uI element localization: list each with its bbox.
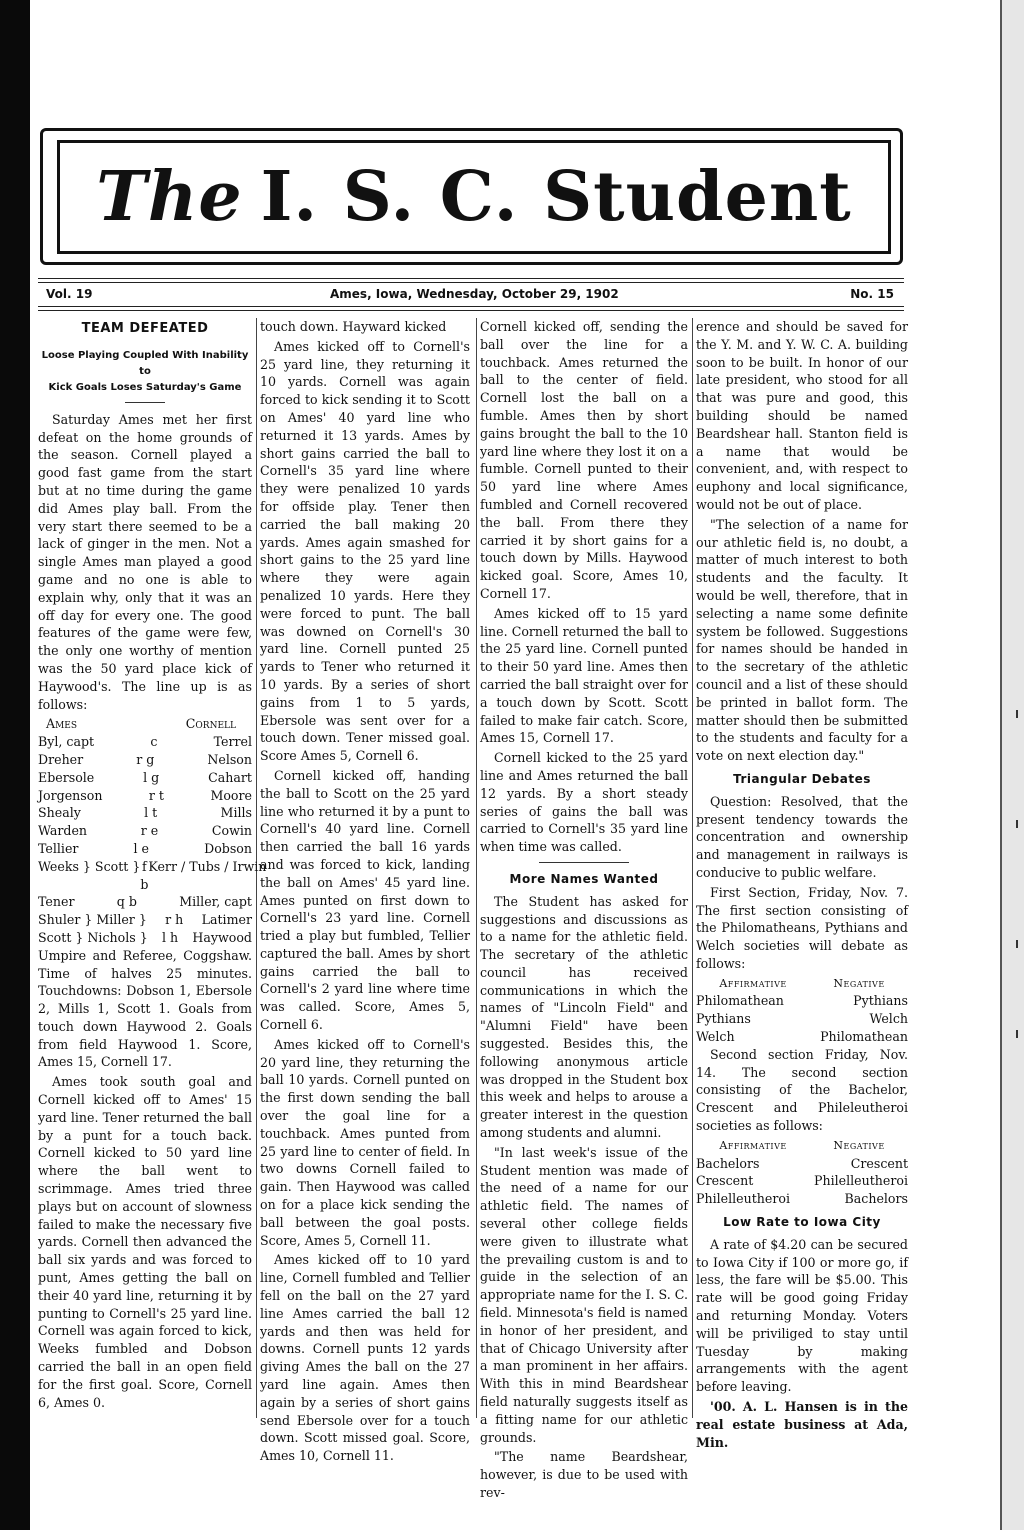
dateline-rule-top <box>38 278 904 279</box>
lineup-position: l t <box>144 805 158 821</box>
lineup-row <box>38 911 252 929</box>
column-rule <box>692 318 693 1418</box>
lineup-row <box>38 929 252 947</box>
affirmative-label: Affirmative <box>719 1138 787 1152</box>
lineup-row <box>38 804 252 822</box>
column-1 <box>38 318 267 1413</box>
debate-header <box>696 975 908 993</box>
article-paragraph: Umpire and Referee, Coggshaw. Time of halves 25 minutes. Touchdowns: Dobson 1, Ebersole 2, Mills 1, Scott 1. Goals from touch down Haywood 2. Goals from field Haywood 1. Score, Ames 15, Cornell 17. <box>38 947 252 1070</box>
lineup-cornell-player: Miller, capt <box>179 894 252 910</box>
article-paragraph: Ames took south goal and Cornell kicked off to Ames' 15 yard line. Tener returned the ball by a punt for a touch back. Cornell kicked to 50 yard line where the ball went to scrimmage. Ames tried three plays but on account of slowness failed to make the necessary five yards. Cornell then advanced the ball six yards and was forced to punt, Ames getting the ball on their 40 yard line, returning it by punting to Cornell's 25 yard line. Cornell was again forced to kick, Weeks fumbled and Dobson carried the ball in an open field for the first goal. Score, Cornell 6, Ames 0. <box>38 1074 252 1410</box>
lineup-position: l h <box>161 929 179 945</box>
debate-negative: Philelleutheroi <box>814 1173 908 1189</box>
article-paragraph: Cornell kicked off, handing the ball to Scott on the 25 yard line who returned it by a punt to Cornell's 40 yard line. Cornell then carried the ball 16 yards and was forced to kick, landing the ball on Ames' 45 yard line. Ames punted on first down to Cornell's 23 yard line. Cornell tried a play but fumbled, Tellier captured the ball. Ames by short gains carried the ball to Cornell's 2 yard line where time was called. Score, Ames 5, Cornell 6. <box>260 767 470 1033</box>
volume-label: Vol. 19 <box>46 287 93 301</box>
dateline-rule-bottom-2 <box>38 310 904 311</box>
lineup-ames-player: Scott } Nichols } <box>38 929 148 945</box>
edge-mark <box>1016 710 1018 718</box>
debate-row <box>696 992 908 1010</box>
lineup-row <box>38 893 252 911</box>
lineup-header-cornell: Cornell <box>185 716 236 732</box>
debate-negative: Bachelors <box>844 1191 908 1207</box>
negative-label: Negative <box>833 976 885 990</box>
right-page-edge <box>1000 0 1024 1530</box>
lineup-ames-player: Byl, capt <box>38 734 95 750</box>
headline-divider <box>125 402 165 403</box>
subheadline <box>38 348 252 396</box>
lineup-position: l g <box>143 769 160 785</box>
debate-row <box>696 1010 908 1028</box>
debate-affirmative: Crescent <box>696 1173 754 1189</box>
lineup-ames-player: Shealy <box>38 805 81 821</box>
article-paragraph: touch down. Hayward kicked <box>260 319 447 334</box>
debate-row <box>696 1028 908 1046</box>
lineup-row <box>38 787 252 805</box>
column-4 <box>696 318 908 1453</box>
article-paragraph: Cornell kicked off, sending the ball over the line for a touchback. Ames returned the ball to the center of field. Cornell lost the ball on a fumble. Ames then by short gains brought the ball to the 10 yard line where they lost it on a fumble. Cornell punted to their 50 yard line where Ames fumbled and Cornell recovered the ball. From there they carried it by short gains for a touch down by Mills. Haywood kicked goal. Score, Ames 10, Cornell 17. <box>480 319 688 601</box>
article-paragraph: Saturday Ames met her first defeat on the home grounds of the season. Cornell played a good fast game from the start but at no time during the game did Ames play ball. From the very start there seemed to be a lack of ginger in the men. Not a single Ames man played a good game and no one is able to explain why, only that it was an off day for every one. The good features of the game were few, the only one worthy of mention was the 50 yard place kick of Haywood's. The line up is as follows: <box>38 411 252 712</box>
issue-number: No. 15 <box>850 287 894 301</box>
debate-affirmative: Welch <box>696 1029 735 1045</box>
lineup-cornell-player: Nelson <box>207 751 252 767</box>
lineup-cornell-player: Dobson <box>204 840 252 856</box>
debate-negative: Crescent <box>850 1155 908 1171</box>
headline-low-rate: Low Rate to Iowa City <box>723 1215 881 1230</box>
edge-mark <box>1016 940 1018 948</box>
lineup-header <box>46 715 236 733</box>
article-paragraph: Question: Resolved, that the present tendency towards the concentration and ownership and management in railways is conducive to public welfare. <box>696 793 908 880</box>
lineup-ames-player: Weeks } Scott } <box>38 858 141 874</box>
article-paragraph: "In last week's issue of the Student mention was made of the need of a name for our athletic field. The names of several other college fields were given to illustrate what the prevailing custom is and to guide in the selection of an appropriate name for the I. S. C. field. Minnesota's field is named in honor of her president, and that of Chicago University after a man prominent in her affairs. With this in mind Beardshear field naturally suggests itself as a fitting name for our athletic grounds. <box>480 1144 688 1445</box>
place-date: Ames, Iowa, Wednesday, October 29, 1902 <box>330 287 619 301</box>
article-paragraph: Ames kicked off to 15 yard line. Cornell returned the ball to the 25 yard line. Cornell punted to their 50 yard line. Ames then carried the ball straight over for a touch down by Scott. Scott failed to make fair catch. Score, Ames 15, Cornell 17. <box>480 605 688 746</box>
article-paragraph: The Student has asked for suggestions and discussions as to a name for the athletic field. The secretary of the athletic council has received communications in which the names of "Lincoln Field" and "Alumni Field" have been suggested. Besides this, the following anonymous article was dropped in the Student box this week and helps to arouse a greater interest in the question among students and alumni. <box>480 893 688 1141</box>
article-paragraph: Ames kicked off to Cornell's 25 yard line, they returning it 10 yards. Cornell was again forced to kick sending it to Scott on Ames' 40 yard line who returned it 13 yards. Ames by short gains carried the ball to Cornell's 35 yard line where they were penalized 10 yards for offside play. Tener then carried the ball making 20 yards. Ames again smashed for short gains to the 25 yard line where they were again penalized 10 yards. Here they were forced to punt. The ball was downed on Cornell's 30 yard line. Cornell punted 25 yards to Tener who returned it 10 yards. By a series of short gains from 1 to 5 yards, Ebersole was sent over for a touch down. Tener missed goal. Score Ames 5, Cornell 6. <box>260 338 470 764</box>
lineup-row <box>38 733 252 751</box>
lineup-cornell-player: Kerr / Tubs / Irwin <box>148 858 267 874</box>
lineup-position: c <box>150 734 158 750</box>
column-2 <box>260 318 470 1467</box>
subheadline-line-2: Kick Goals Loses Saturday's Game <box>48 381 242 393</box>
article-paragraph: '00. A. L. Hansen is in the real estate business at Ada, Min. <box>696 1399 908 1450</box>
edge-mark <box>1016 1030 1018 1038</box>
article-paragraph: Cornell kicked to the 25 yard line and Ames returned the ball 12 yards. By a short steady series of gains the ball was carried to Cornell's 35 yard line when time was called. <box>480 750 688 855</box>
debate-table-2 <box>696 1155 908 1208</box>
lineup-cornell-player: Cowin <box>211 823 252 839</box>
lineup-position: r t <box>148 787 164 803</box>
headline-team-defeated: TEAM DEFEATED <box>81 321 209 336</box>
left-page-edge <box>0 0 30 1530</box>
subheadline-line-1: Loose Playing Coupled With Inability to <box>41 349 249 377</box>
dateline <box>40 285 904 305</box>
lineup-row <box>38 858 267 894</box>
article-paragraph: "The selection of a name for our athletic field is, no doubt, a matter of much interest to both students and the faculty. It would be well, therefore, that in selecting a name some definite system be followed. Suggestions for names should be handed in to the secretary of the athletic council and a list of these should be printed in ballot form. The matter should then be submitted to the students and faculty for a vote on next election day." <box>696 516 908 764</box>
lineup-row <box>38 822 252 840</box>
lineup-cornell-player: Latimer <box>201 912 252 928</box>
debate-row <box>696 1190 908 1208</box>
negative-label: Negative <box>833 1138 885 1152</box>
lineup-ames-player: Jorgenson <box>38 787 103 803</box>
lineup-position: f b <box>140 858 149 892</box>
lineup-cornell-player: Terrel <box>213 734 252 750</box>
debate-affirmative: Philomathean <box>696 993 784 1009</box>
edge-mark <box>1016 820 1018 828</box>
lineup-cornell-player: Cahart <box>208 769 252 785</box>
debate-affirmative: Pythians <box>696 1011 751 1027</box>
lineup-position: r g <box>136 751 155 767</box>
masthead-name: I. S. C. Student <box>260 157 852 237</box>
article-paragraph: First Section, Friday, Nov. 7. The first section consisting of the Philomatheans, Pythians and Welch societies will debate as follows: <box>696 884 908 971</box>
lineup-position: q b <box>116 894 137 910</box>
debate-row <box>696 1172 908 1190</box>
lineup-ames-player: Tener <box>38 894 75 910</box>
lineup-ames-player: Tellier <box>38 840 79 856</box>
debate-negative: Welch <box>869 1011 908 1027</box>
lineup-row <box>38 840 252 858</box>
article-paragraph: erence and should be saved for the Y. M. and Y. W. C. A. building soon to be built. In honor of our late president, who stood for all that was pure and good, this building should be named Beardshear hall. Stanton field is a name that would be convenient, and, with respect to euphony and local significance, would not be out of place. <box>696 319 908 512</box>
lineup-ames-player: Warden <box>38 823 88 839</box>
lineup-ames-player: Ebersole <box>38 769 95 785</box>
headline-triangular-debates: Triangular Debates <box>733 771 871 786</box>
dateline-rule-bottom <box>38 306 904 307</box>
masthead-title <box>57 140 891 254</box>
article-paragraph: A rate of $4.20 can be secured to Iowa City if 100 or more go, if less, the fare will be $5.00. This rate will be good going Friday and returning Monday. Voters will be priviliged to stay until Tuesday by making arrangements with the agent before leaving. <box>696 1236 908 1395</box>
lineup-table <box>38 733 267 947</box>
debate-affirmative: Bachelors <box>696 1155 760 1171</box>
debate-negative: Pythians <box>853 993 908 1009</box>
masthead-the: The <box>96 157 243 237</box>
lineup-position: r h <box>165 912 184 928</box>
lineup-row <box>38 769 252 787</box>
affirmative-label: Affirmative <box>719 976 787 990</box>
lineup-cornell-player: Haywood <box>192 929 252 945</box>
lineup-header-ames: Ames <box>46 716 78 732</box>
lineup-position: l e <box>133 840 149 856</box>
lineup-position: r e <box>140 823 159 839</box>
debate-negative: Philomathean <box>820 1029 908 1045</box>
column-rule <box>476 318 477 1418</box>
column-3 <box>480 318 688 1504</box>
lineup-ames-player: Shuler } Miller } <box>38 912 147 928</box>
debate-header <box>696 1137 908 1155</box>
article-paragraph: "The name Beardshear, however, is due to be used with rev- <box>480 1449 688 1500</box>
article-divider <box>539 862 629 863</box>
article-paragraph: Second section Friday, Nov. 14. The second section consisting of the Bachelor, Crescent and Phileleutheroi societies as follows: <box>696 1046 908 1134</box>
article-paragraph: Ames kicked off to 10 yard line, Cornell fumbled and Tellier fell on the ball on the 27 yard line Ames carried the ball 12 yards and then was held for downs. Cornell punts 12 yards giving Ames the ball on the 27 yard line again. Ames then again by a series of short gains send Ebersole over for a touch down. Scott missed goal. Score, Ames 10, Cornell 11. <box>260 1252 470 1464</box>
debate-table-1 <box>696 992 908 1045</box>
lineup-ames-player: Dreher <box>38 751 84 767</box>
lineup-row <box>38 751 252 769</box>
lineup-cornell-player: Moore <box>210 787 252 803</box>
dateline-rule-top-2 <box>38 282 904 283</box>
article-paragraph: Ames kicked off to Cornell's 20 yard line, they returning the ball 10 yards. Cornell punted on the first down sending the ball over the goal line for a touchback. Ames punted from 25 yard line to center of field. In two downs Cornell failed to gain. Then Haywood was called on for a place kick sending the ball between the goal posts. Score, Ames 5, Cornell 11. <box>260 1036 470 1248</box>
headline-more-names: More Names Wanted <box>509 871 659 886</box>
debate-row <box>696 1155 908 1173</box>
lineup-cornell-player: Mills <box>220 805 252 821</box>
debate-affirmative: Philelleutheroi <box>696 1191 790 1207</box>
